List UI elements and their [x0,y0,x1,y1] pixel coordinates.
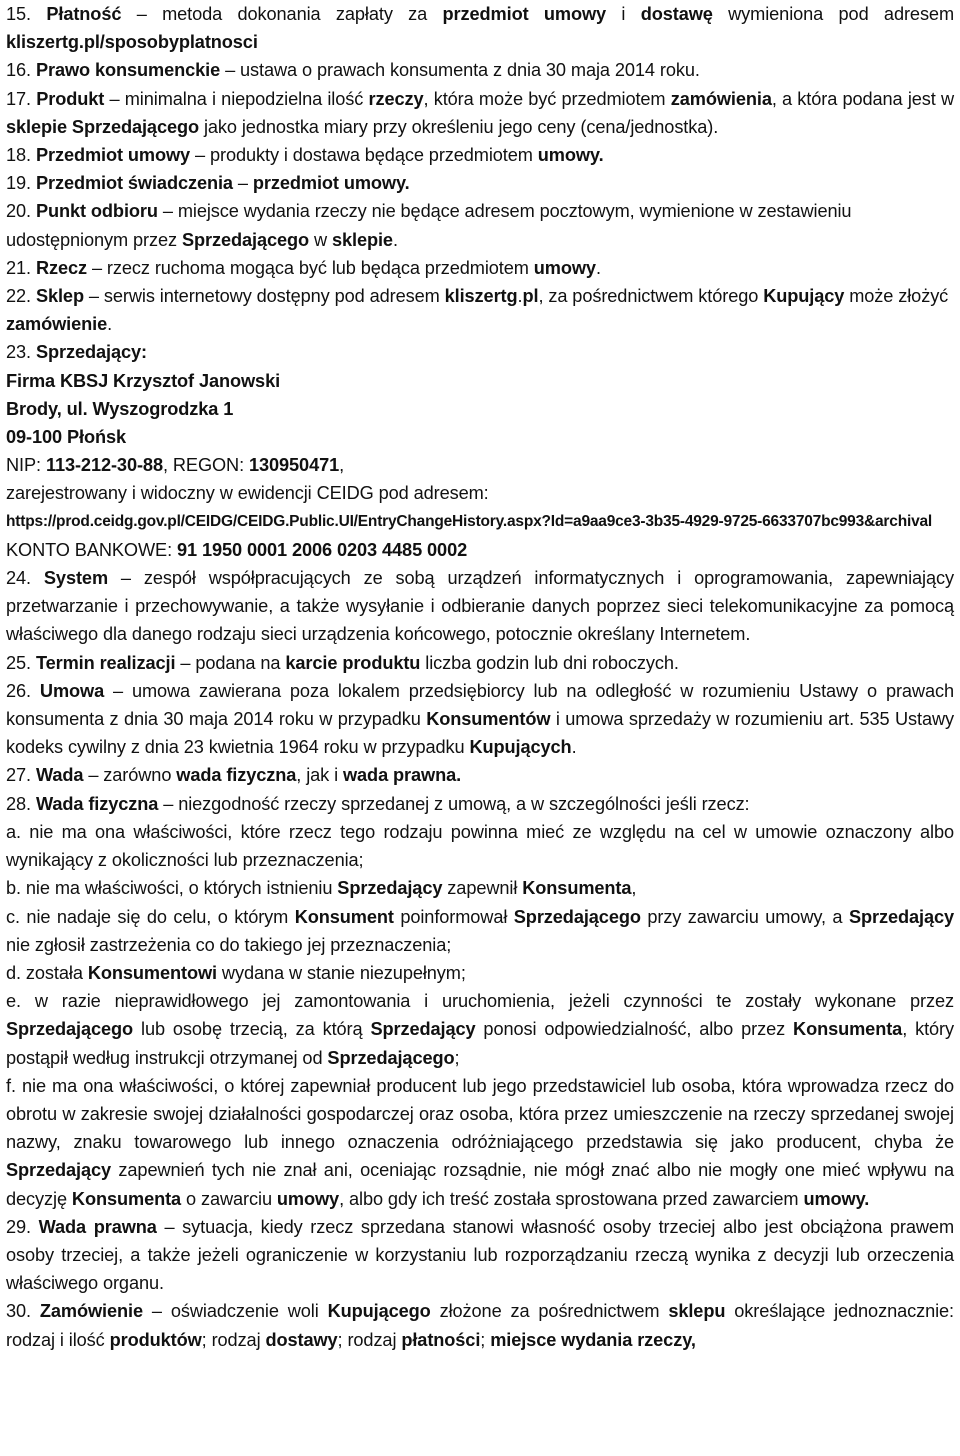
text: 28. [6,793,36,814]
paragraph [6,1297,954,1353]
text: 23. [6,342,36,363]
paragraph [6,564,954,649]
bold-text: Płatność [46,4,122,24]
bold-text: Rzecz [35,257,87,278]
bold-text: Sprzedający: [35,342,147,363]
bold-text: sklepie [331,229,393,250]
text: jako jednostka miary przy określeniu jego ceny (cena/jednostka). [199,116,719,137]
bold-text: wada fizyczna [176,765,297,786]
bold-text: Umowa [39,680,105,701]
text: ; [480,1329,491,1350]
text: NIP: [6,455,46,476]
bold-text: Punkt odbioru [35,201,158,222]
paragraph [6,479,954,507]
text: – podana na [175,652,286,673]
text: . [392,229,398,250]
bold-text: kliszertg.pl/sposobyplatnosci [6,32,258,53]
text: , REGON: [162,455,249,476]
bold-text: przedmiot umowy. [252,173,410,194]
bold-text: Wada [35,765,84,786]
text: i [606,4,641,24]
paragraph [6,987,954,1072]
text: – umowa zawierana poza lokalem przedsiębiorcy lub na odległość w rozumieniu Ustawy o prawach konsumenta z dnia 30 maja 2014 roku w przypadku [6,680,954,730]
bold-text: Konsumenta [793,1019,903,1040]
bold-text: Termin realizacji [35,652,176,673]
paragraph [6,395,954,423]
text: lub osobę trzecią, za którą [133,1019,371,1040]
text: – miejsce wydania rzeczy nie będące adresem pocztowym, wymienione w zestawieniu udostępnionym przez [6,201,852,250]
text: – produkty i dostawa będące przedmiotem [190,145,538,166]
text: – metoda dokonania zapłaty za [121,4,443,24]
bold-text: Produkt [36,88,105,109]
bold-text: wada prawna. [343,765,462,786]
bold-text: dostawę [640,4,713,24]
paragraph [6,959,954,987]
text: e. w razie nieprawidłowego jej zamontowania i uruchomienia, jeżeli czynności te zostały wykonane przez [6,991,954,1012]
bold-text: Przedmiot świadczenia [35,173,233,194]
text: – minimalna i niepodzielna ilość [104,88,369,109]
text: – niezgodność rzeczy sprzedanej z umową, a w szczególności jeśli rzecz: [158,793,750,814]
paragraph [6,790,954,818]
bold-text: Sklep [35,286,84,307]
bold-text: Firma KBSJ Krzysztof Janowski [6,370,281,391]
text: d. została [6,962,88,983]
bold-text: Kupującego [327,1301,431,1322]
text: – serwis internetowy dostępny pod adresem [83,286,445,307]
text: określające jednoznacznie: rodzaj i ilość [6,1301,955,1350]
bold-text: Sprzedający [337,878,443,899]
bold-text: Przedmiot umowy [35,145,191,166]
bold-text: umowy [276,1188,340,1209]
paragraph [6,197,954,253]
bold-text: Wada prawna [38,1216,157,1237]
text: wydana w stanie niezupełnym; [216,962,466,983]
paragraph [6,338,954,366]
bold-text: Sprzedającego [181,229,310,250]
text: . [517,286,523,307]
text: – oświadczenie woli [143,1301,328,1322]
text: wymieniona pod adresem [712,4,954,24]
paragraph [6,508,954,536]
text: 16. [6,60,36,81]
paragraph [6,254,954,282]
text: może złożyć [844,286,949,307]
paragraph [6,874,954,902]
bold-text: 130950471 [248,455,340,476]
bold-text: Konsumentów [426,709,551,730]
text: o zawarciu [181,1188,277,1209]
text: i umowa sprzedaży w rozumieniu art. 535 Ustawy kodeks cywilny z dnia 23 kwietnia 1964 roku w przypadku [6,709,954,758]
text: a. nie ma ona właściwości, które rzecz tego rodzaju powinna mieć ze względu na cel w umowie oznaczony albo wynikający z okoliczności lub przeznaczenia; [6,821,954,871]
bold-text: sklepu [668,1301,726,1322]
bold-text: zamówienia [670,88,772,109]
text: , a która podana jest w [771,88,955,109]
bold-text: dostawy [265,1329,338,1350]
bold-text: umowy [533,257,596,278]
text: , albo gdy ich treść została sprostowana przed zawarciem [339,1188,804,1209]
bold-text: 91 1950 0001 2006 0203 4485 0002 [176,539,468,560]
text: . [595,257,601,278]
bold-text: Sprzedającego [327,1047,455,1068]
paragraph [6,677,954,762]
paragraph [6,367,954,395]
paragraph [6,818,954,874]
paragraph [6,141,954,169]
text: 18. [6,145,36,166]
bold-text: Konsumenta [522,878,632,899]
bold-text: sklepie Sprzedającego [6,116,199,137]
bold-text: przedmiot umowy [442,4,607,24]
text: 27. [6,765,36,786]
text: 20. [6,201,36,222]
bold-text: produktów [109,1329,202,1350]
bold-text: Kupujących [469,737,572,758]
text: ponosi odpowiedzialność, albo przez [475,1019,794,1040]
bold-text: umowy. [803,1188,870,1209]
text: przy zawarciu umowy, a [640,906,849,927]
bold-text: Wada fizyczna [35,793,159,814]
text: poinformował [393,906,514,927]
bold-text: Sprzedający [370,1019,476,1040]
paragraph [6,649,954,677]
text: liczba godzin lub dni roboczych. [420,652,679,673]
text: zapewnił [442,878,523,899]
paragraph [6,169,954,197]
text: f. nie ma ona właściwości, o której zapewniał producent lub jego przedstawiciel lub osoba, która wprowadza rzecz do obrotu w zakresie swojej działalności gospodarczej oraz osoba, która przez umieszczenie na rzeczy sprzedanej swojej nazwy, znaku towarowego lub innego oznaczenia odróżniającego przedstawia się jako producent, chyba że [6,1075,954,1153]
text: ; rodzaj [337,1329,402,1350]
bold-text: karcie produktu [285,652,421,673]
text: – [232,173,253,194]
text: w [309,229,332,250]
paragraph [6,0,954,56]
text: ; [454,1047,460,1068]
bold-text: miejsce wydania rzeczy, [490,1329,696,1350]
text: , [339,455,345,476]
bold-text: Sprzedający [848,906,954,927]
text: 21. [6,257,36,278]
paragraph [6,903,954,959]
bold-text: umowy. [537,145,604,166]
text: – zespół współpracujących ze sobą urządzeń informatycznych i oprogramowania, zapewniający przetwarzanie i przechowywanie, a także wysyłanie i odbieranie danych poprzez sieci telekomunikacyjne za pomocą właściwego dla danego rodzaju sieci urządzenia końcowego, potocznie określany Internetem. [6,568,955,645]
bold-text: rzeczy [368,88,424,109]
text: , która może być przedmiotem [423,88,671,109]
text: – rzecz ruchoma mogąca być lub będąca przedmiotem [87,257,534,278]
bold-text: Konsumenta [71,1188,182,1209]
bold-text: płatności [401,1329,481,1350]
text: , za pośrednictwem którego [538,286,764,307]
bold-text: Kupujący [763,286,845,307]
text: zapewnień tych nie znał ani, oceniając rozsądnie, nie mógł znać albo nie mogły one mieć wpływu na decyzję [6,1160,954,1209]
bold-text: kliszertg [444,286,518,307]
bold-text: Wyszogrodzka 1 [92,398,234,419]
paragraph [6,1072,954,1213]
text: – sytuacja, kiedy rzecz sprzedana stanowi własność osoby trzeciej albo jest obciążona prawem osoby trzeciej, a także jeżeli ograniczenie w korzystaniu lub rozporządzaniu rzeczą wynika z decyzji lub orzeczenia właściwego organu. [6,1216,954,1294]
paragraph [6,451,954,479]
text: 19. [6,173,36,194]
bold-text: Prawo konsumenckie [35,60,221,81]
text: c. nie nadaje się do celu, o którym [6,906,295,927]
paragraph [6,536,954,564]
text: 22. [6,286,36,307]
text: – ustawa o prawach konsumenta z dnia 30 maja 2014 roku. [220,60,700,81]
bold-text: Sprzedającego [6,1019,134,1040]
text: zarejestrowany i widoczny w ewidencji CEIDG pod adresem: [6,483,489,504]
text: , który postąpił według instrukcji otrzymanej od [6,1019,954,1068]
text: KONTO BANKOWE: [6,539,177,560]
text: nie zgłosił zastrzeżenia co do takiego jej przeznaczenia; [6,934,452,955]
bold-text: Konsumentowi [87,962,217,983]
text: ; rodzaj [201,1329,266,1350]
text: 25. [6,652,36,673]
bold-text: 09-100 Płońsk [6,427,127,448]
paragraph [6,282,954,338]
paragraph [6,1213,954,1298]
bold-text: Zamówienie [39,1301,144,1322]
paragraph [6,85,954,141]
text: – zarówno [83,765,177,786]
text: b. nie ma właściwości, o których istnieniu [6,878,338,899]
paragraph [6,423,954,451]
text: 29. [6,1216,39,1237]
text: 30. [6,1301,40,1322]
text: . [571,737,577,758]
paragraph [6,56,954,84]
text: , jak i [296,765,343,786]
bold-text: pl [522,286,539,307]
bold-text: 113-212-30-88 [45,455,163,476]
paragraph [6,761,954,789]
bold-text: https://prod.ceidg.gov.pl/CEIDG/CEIDG.Public.UI/EntryChangeHistory.aspx?Id=a9aa9ce3-3b35-4929-9725-6633707bc993&archival [6,512,933,530]
bold-text: Brody, ul. [6,398,93,419]
bold-text: System [43,568,109,589]
text: 15. [6,4,47,24]
text: 17. [6,88,37,109]
bold-text: zamówienie [6,314,108,335]
bold-text: Sprzedającego [513,906,641,927]
text: złożone za pośrednictwem [430,1301,669,1322]
text: 24. [6,568,44,589]
bold-text: Konsument [294,906,394,927]
text: , [631,878,637,899]
text: . [107,314,113,335]
text: 26. [6,680,40,701]
bold-text: Sprzedający [6,1160,112,1181]
